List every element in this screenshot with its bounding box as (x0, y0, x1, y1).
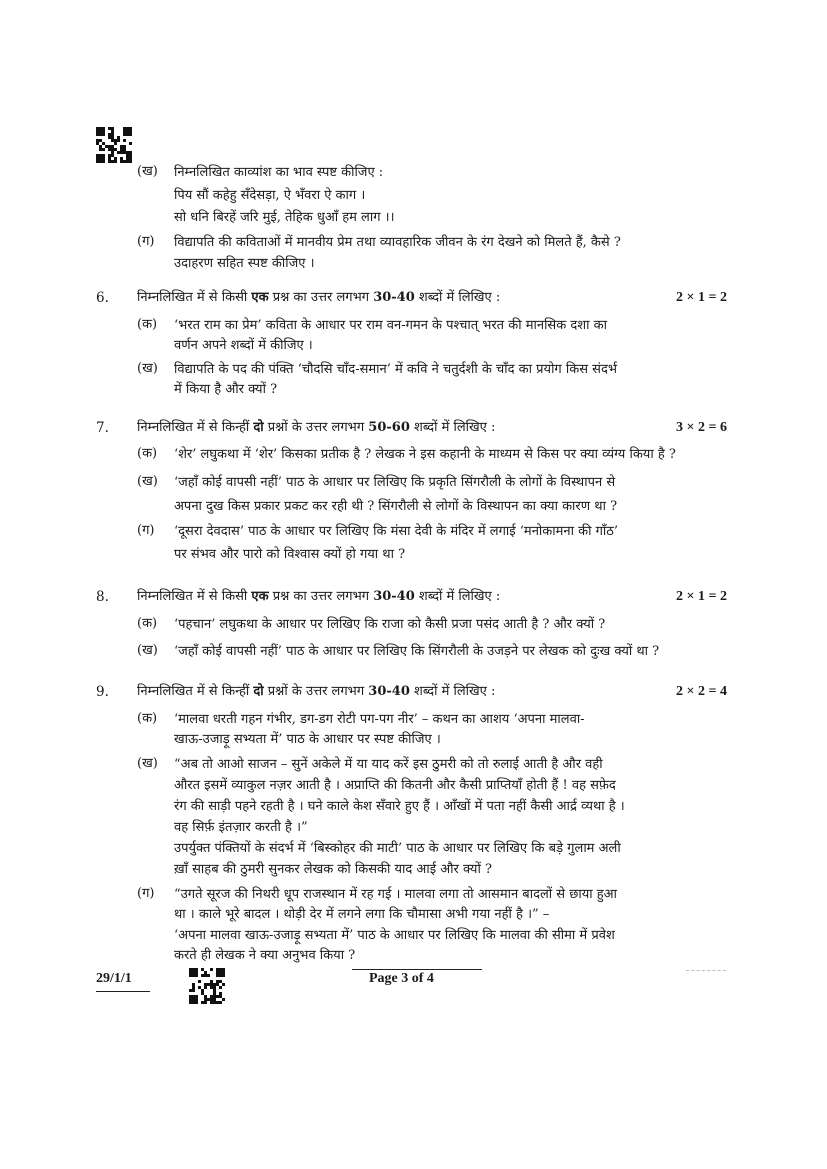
item-text: पर संभव और पारो को विश्वास क्यों हो गया था ? (174, 547, 406, 562)
heading-bold: दो (253, 420, 264, 435)
qr-module (114, 142, 117, 145)
item-text: उपर्युक्त पंक्तियों के संदर्भ में ‘बिस्कोहर की माटी’ पाठ के आधार पर लिखिए कि बड़े गुलाम अली (174, 841, 621, 856)
heading-text: प्रश्नों के उत्तर लगभग (263, 420, 369, 435)
question-heading (137, 289, 500, 307)
item-label: (ग) (137, 523, 155, 538)
heading-bold: एक (251, 589, 269, 604)
item-text: ‘जहाँ कोई वापसी नहीं’ पाठ के आधार पर लिखिए कि प्रकृति सिंगरौली के लोगों के विस्थापन से (174, 475, 616, 490)
qr-module (219, 1001, 222, 1004)
marks: 2 × 2 = 4 (676, 684, 727, 699)
heading-text: शब्दों में लिखिए : (414, 589, 501, 604)
item-text: ‘मालवा धरती गहन गंभीर, डग-डग रोटी पग-पग नीर’ – कथन का आशय ‘अपना मालवा- (174, 712, 585, 727)
word-range: 50-60 (368, 420, 410, 435)
item-question: निम्नलिखित काव्यांश का भाव स्पष्ट कीजिए : (174, 165, 384, 180)
item-text: उदाहरण सहित स्पष्ट कीजिए । (174, 256, 315, 271)
item-label: (ख) (137, 474, 158, 489)
heading-text: शब्दों में लिखिए : (409, 420, 496, 435)
item-label: (ख) (137, 756, 158, 771)
heading-text: शब्दों में लिखिए : (409, 684, 496, 699)
item-text: औरत इसमें व्याकुल नज़र आती है । अप्राप्ति की कितनी और कैसी प्राप्तियाँ होती हैं ! वह सफ़ेद (174, 778, 616, 793)
item-label: (ग) (137, 234, 155, 249)
question-heading (137, 419, 495, 437)
qr-module (210, 968, 213, 971)
word-range: 30-40 (373, 589, 415, 604)
marks: 2 × 1 = 2 (676, 589, 727, 604)
qr-module (204, 986, 207, 989)
qr-module (129, 142, 132, 145)
item-text: ‘जहाँ कोई वापसी नहीं’ पाठ के आधार पर लिखिए कि सिंगरौली के उजड़ने पर लेखक को दुःख क्यों था ? (174, 644, 660, 659)
heading-bold: दो (253, 684, 264, 699)
question-number: 6. (96, 290, 109, 306)
question-heading (137, 588, 500, 606)
heading-text: प्रश्न का उत्तर लगभग (268, 589, 374, 604)
question-number: 7. (96, 420, 109, 436)
item-text: ‘अपना मालवा खाऊ-उजाड़ू सभ्यता में’ पाठ के आधार पर लिखिए कि मालवा की सीमा में प्रवेश (174, 928, 615, 943)
qr-module (114, 160, 117, 163)
item-label: (ख) (137, 643, 158, 658)
page-number: Page 3 of 4 (369, 971, 434, 986)
item-label: (क) (137, 317, 158, 332)
heading-text: निम्नलिखित में से किन्हीं (137, 684, 254, 699)
qr-module (198, 980, 201, 983)
item-text: रंग की साड़ी पहने रहती है । घने काले केश सँवारे हुए हैं । आँखों में पता नहीं कैसी आर्द्र व्यथा है । (174, 799, 625, 814)
heading-text: प्रश्नों के उत्तर लगभग (263, 684, 369, 699)
item-label: (क) (137, 711, 158, 726)
verse-line: पिय सौं कहेहु सँदेसड़ा, ऐ भँवरा ऐ काग । (174, 188, 366, 203)
divider (96, 991, 150, 992)
item-label: (ग) (137, 886, 155, 901)
qr-module (102, 160, 105, 163)
question-number: 8. (96, 589, 109, 605)
heading-text: प्रश्न का उत्तर लगभग (268, 290, 374, 305)
item-label: (ख) (137, 164, 158, 179)
marks: 3 × 2 = 6 (676, 420, 727, 435)
qr-module (195, 1001, 198, 1004)
paper-code: 29/1/1 (96, 971, 132, 986)
item-text: ‘भरत राम का प्रेम’ कविता के आधार पर राम वन-गमन के पश्चात् भरत की मानसिक दशा का (174, 318, 607, 333)
item-text: “उगते सूरज की निथरी धूप राजस्थान में रह गई । मालवा लगा तो आसमान बादलों से छाया हुआ (174, 887, 617, 902)
heading-bold: एक (251, 290, 269, 305)
qr-module (102, 133, 105, 136)
item-label: (क) (137, 446, 158, 461)
item-text: ‘शेर’ लघुकथा में ‘शेर’ किसका प्रतीक है ? लेखक ने इस कहानी के माध्यम से किस पर क्या व्यंग्य किया है ? (174, 447, 676, 462)
item-text: खाऊ-उजाड़ू सभ्यता में’ पाठ के आधार पर स्पष्ट कीजिए । (174, 732, 441, 747)
qr-module (222, 998, 225, 1001)
heading-text: निम्नलिखित में से किन्हीं (137, 420, 254, 435)
item-label: (ख) (137, 361, 158, 376)
item-text: करते ही लेखक ने क्या अनुभव किया ? (174, 948, 356, 963)
qr-module (195, 974, 198, 977)
question-heading (137, 683, 495, 701)
heading-text: शब्दों में लिखिए : (414, 290, 501, 305)
divider (352, 969, 482, 970)
qr-module (204, 1001, 207, 1004)
verse-line: सो धनि बिरहें जरि मुई, तेहिक धुआँ हम लाग ।। (174, 210, 395, 225)
item-text: ‘दूसरा देवदास’ पाठ के आधार पर लिखिए कि मंसा देवी के मंदिर में लगाई ‘मनोकामना की गाँठ’ (174, 524, 618, 539)
qr-module (129, 133, 132, 136)
item-text: विद्यापति के पद की पंक्ति ‘चौदसि चाँद-समान’ में कवि ने चतुर्दशी के चाँद का प्रयोग किस संदर्भ (174, 362, 617, 377)
qr-module (192, 989, 195, 992)
qr-module (129, 160, 132, 163)
item-text: था । काले भूरे बादल । थोड़ी देर में लगने लगा कि चौमासा अभी गया नहीं है ।” – (174, 907, 550, 922)
heading-text: निम्नलिखित में से किसी (137, 589, 252, 604)
qr-module (123, 139, 126, 142)
item-text: ख़ाँ साहब की ठुमरी सुनकर लेखक को किसकी याद आई और क्यों ? (174, 862, 492, 877)
item-text: वर्णन अपने शब्दों में कीजिए । (174, 338, 313, 353)
qr-code-icon (96, 127, 132, 163)
marks: 2 × 1 = 2 (676, 290, 727, 305)
qr-module (117, 139, 120, 142)
word-range: 30-40 (368, 684, 410, 699)
item-text: वह सिर्फ़ इंतज़ार करती है ।” (174, 820, 308, 835)
qr-module (102, 148, 105, 151)
qr-code-icon (189, 968, 225, 1004)
item-text: विद्यापति की कविताओं में मानवीय प्रेम तथा व्यावहारिक जीवन के रंग देखने को मिलते हैं, कैसे ? (174, 235, 621, 250)
qr-module (222, 983, 225, 986)
question-number: 9. (96, 684, 109, 700)
item-text: अपना दुख किस प्रकार प्रकट कर रही थी ? सिंगरौली से लोगों के विस्थापन का क्या कारण था ? (174, 499, 618, 514)
faint-mark (686, 970, 726, 973)
qr-module (222, 974, 225, 977)
qr-module (219, 986, 222, 989)
word-range: 30-40 (373, 290, 415, 305)
item-text: में किया है और क्यों ? (174, 382, 278, 397)
qr-module (207, 974, 210, 977)
item-label: (क) (137, 616, 158, 631)
item-text: “अब तो आओ साजन – सुनें अकेले में या याद करें इस ठुमरी को तो रुलाई आती है और वही (174, 757, 603, 772)
heading-text: निम्नलिखित में से किसी (137, 290, 252, 305)
item-text: ‘पहचान’ लघुकथा के आधार पर लिखिए कि राजा को कैसी प्रजा पसंद आती है ? और क्यों ? (174, 617, 606, 632)
